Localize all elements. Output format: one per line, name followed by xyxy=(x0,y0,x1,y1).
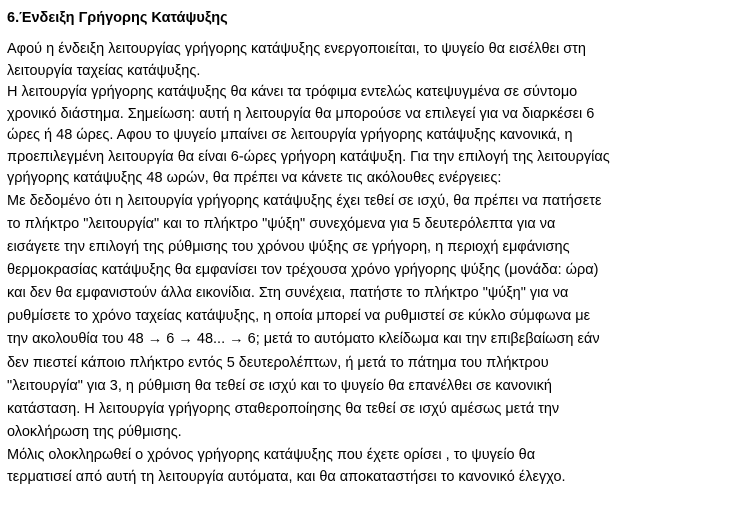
text-line: το πλήκτρο "λειτουργία" και το πλήκτρο "ψύξη" συνεχόμενα για 5 δευτερόλεπτα για να xyxy=(7,215,556,232)
paragraph-instructions xyxy=(7,190,735,445)
text-line: χρονικό διάστημα. Σημείωση: αυτή η λειτουργία θα μπορούσε να επιλεγεί για να διαρκέσει 6 xyxy=(7,105,595,122)
section-heading: 6.Ένδειξη Γρήγορης Κατάψυξης xyxy=(7,10,228,26)
text-line: λειτουργία ταχείας κατάψυξης. xyxy=(7,62,201,79)
paragraph-intro xyxy=(7,39,735,82)
text-line: ώρες ή 48 ώρες. Αφου το ψυγείο μπαίνει σε λειτουργία γρήγορης κατάψυξης κανονικά, η xyxy=(7,127,573,143)
document xyxy=(7,7,735,488)
text-line: Με δεδομένο ότι η λειτουργία γρήγορης κατάψυξης έχει τεθεί σε ισχύ, θα πρέπει να πατήσετε xyxy=(7,192,602,209)
text-line: προεπιλεγμένη λειτουργία θα είναι 6-ώρες γρήγορη κατάψυξη. Για την επιλογή της λειτουργίας xyxy=(7,148,610,165)
text-line: και δεν θα εμφανιστούν άλλα εικονίδια. Στη συνέχεια, πατήστε το πλήκτρο "ψύξη" για να xyxy=(7,285,569,302)
paragraph-completion xyxy=(7,444,735,488)
text-line: την ακολουθία του 48 → 6 → 48... → 6; μετά το αυτόματο κλείδωμα και την επιβεβαίωση εάν xyxy=(7,331,600,348)
text-line: Αφού η ένδειξη λειτουργίας γρήγορης κατάψυξης ενεργοποιείται, το ψυγείο θα εισέλθει στη xyxy=(7,41,586,57)
text-line: Μόλις ολοκληρωθεί ο χρόνος γρήγορης κατάψυξης που έχετε ορίσει , το ψυγείο θα xyxy=(7,447,536,464)
text-line: θερμοκρασίας κατάψυξης θα εμφανίσει τον τρέχουσα χρόνο γρήγορης ψύξης (μονάδα: ώρα) xyxy=(7,261,599,278)
text-line: κατάσταση. Η λειτουργία γρήγορης σταθεροποίησης θα τεθεί σε ισχύ αμέσως μετά την xyxy=(7,400,560,417)
text-line: "λειτουργία" για 3, η ρύθμιση θα τεθεί σε ισχύ και το ψυγείο θα επανέλθει σε κανονική xyxy=(7,377,552,394)
text-line: δεν πιεστεί κάποιο πλήκτρο εντός 5 δευτερολέπτων, ή μετά το πάτημα του πλήκτρου xyxy=(7,354,549,371)
text-line: εισάγετε την επιλογή της ρύθμισης του χρόνου ψύξης σε γρήγορη, η περιοχή εμφάνισης xyxy=(7,238,570,255)
paragraph-description xyxy=(7,82,735,190)
text-line: γρήγορης κατάψυξης 48 ωρών, θα πρέπει να κάνετε τις ακόλουθες ενέργειες: xyxy=(7,170,502,186)
text-line: ολοκλήρωση της ρύθμισης. xyxy=(7,424,182,441)
text-line: Η λειτουργία γρήγορης κατάψυξης θα κάνει τα τρόφιμα εντελώς κατεψυγμένα σε σύντομο xyxy=(7,84,578,100)
text-line: ρυθμίσετε το χρόνο ταχείας κατάψυξης, η οποία μπορεί να ρυθμιστεί σε κύκλο σύμφωνα με xyxy=(7,308,591,325)
text-line: τερματισεί από αυτή τη λειτουργία αυτόματα, και θα αποκαταστήσει το κανονικό έλεγχο. xyxy=(7,469,566,486)
